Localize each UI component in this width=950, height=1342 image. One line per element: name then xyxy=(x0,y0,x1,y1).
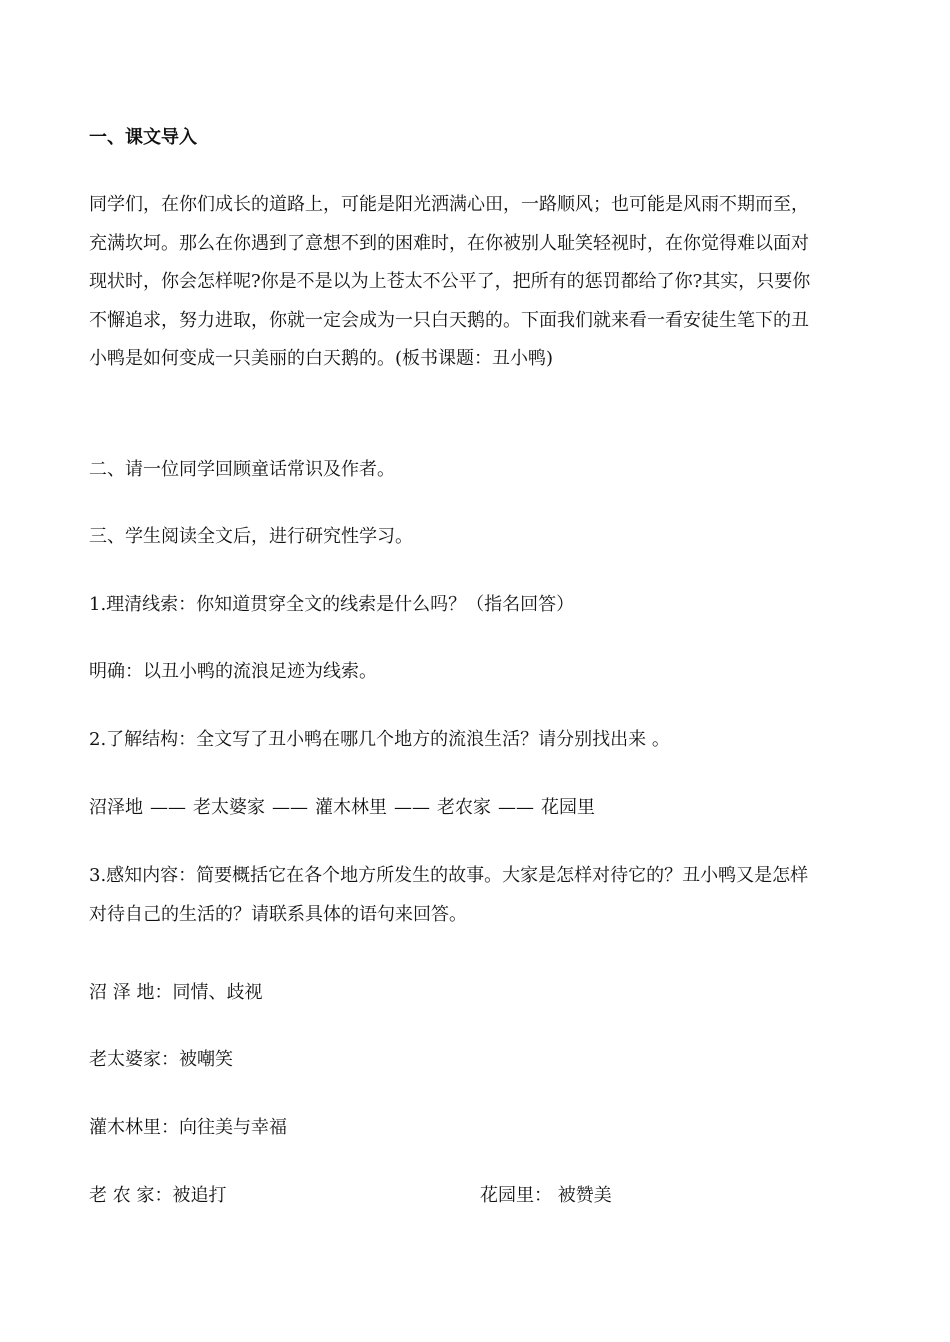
places-route xyxy=(89,795,864,821)
route-dash: —— xyxy=(272,797,308,818)
route-dash: —— xyxy=(498,797,534,818)
answer-bushes: 灌木林里：向往美与幸福 xyxy=(89,1117,287,1138)
intro-line-3: 现状时，你会怎样呢?你是不是以为上苍太不公平了，把所有的惩罚都给了你?其实，只要你 xyxy=(89,271,811,292)
question-three-line-1: 3.感知内容：简要概括它在各个地方所发生的故事。大家是怎样对待它的？丑小鸭又是怎样 xyxy=(89,865,809,886)
intro-line-1: 同学们，在你们成长的道路上，可能是阳光洒满心田，一路顺风；也可能是风雨不期而至， xyxy=(89,194,809,215)
intro-line-4: 不懈追求，努力进取，你就一定会成为一只白天鹅的。下面我们就来看一看安徒生笔下的丑 xyxy=(89,309,809,331)
place-farmer-house: 老农家 xyxy=(437,797,491,818)
answer-old-woman-house: 老太婆家：被嘲笑 xyxy=(89,1049,233,1070)
route-dash: —— xyxy=(150,797,186,818)
intro-line-5: 小鸭是如何变成一只美丽的白天鹅的。(板书课题：丑小鸭) xyxy=(89,348,554,369)
question-three-line-2: 对待自己的生活的？请联系具体的语句来回答。 xyxy=(89,903,467,925)
question-three xyxy=(89,857,864,934)
section-two: 二、请一位同学回顾童话常识及作者。 xyxy=(89,459,395,480)
place-bushes: 灌木林里 xyxy=(315,797,387,818)
place-garden: 花园里 xyxy=(541,797,595,818)
section-heading-intro: 一、课文导入 xyxy=(89,127,197,148)
question-two: 2.了解结构：全文写了丑小鸭在哪几个地方的流浪生活？请分别找出来 。 xyxy=(89,729,670,750)
answer-marsh: 沼 泽 地：同情、歧视 xyxy=(89,982,263,1003)
answer-garden: 花园里： 被赞美 xyxy=(480,1185,612,1206)
section-three: 三、学生阅读全文后，进行研究性学习。 xyxy=(89,526,413,547)
answer-farmer-house: 老 农 家：被追打 xyxy=(89,1185,227,1206)
intro-line-2: 充满坎坷。那么在你遇到了意想不到的困难时，在你被别人耻笑轻视时，在你觉得难以面对 xyxy=(89,232,809,254)
intro-paragraph xyxy=(89,186,864,379)
place-old-woman-house: 老太婆家 xyxy=(193,797,265,818)
route-dash: —— xyxy=(394,797,430,818)
place-marsh: 沼泽地 xyxy=(89,797,143,818)
question-one: 1.理清线索：你知道贯穿全文的线索是什么吗？（指名回答） xyxy=(89,594,575,615)
answer-one: 明确：以丑小鸭的流浪足迹为线索。 xyxy=(89,661,377,682)
